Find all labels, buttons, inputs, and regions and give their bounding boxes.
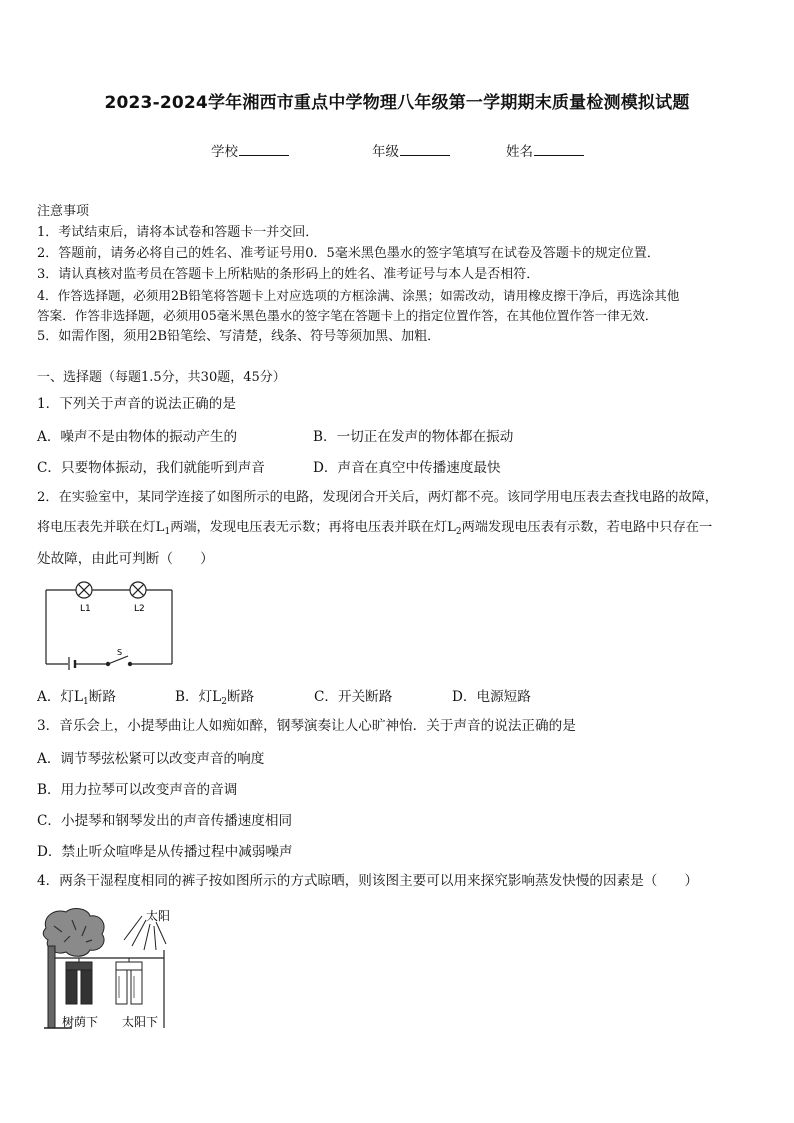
q2-option-b[interactable]: B．灯$L_2$断路 [175, 689, 255, 707]
school-field [211, 140, 289, 160]
question-2-stem-line1: 2．在实验室中，某同学连接了如图所示的电路，发现闭合开关后，两灯都不亮。该同学用电压表去查找电路的故障， [37, 490, 718, 505]
fig-label-l2: L2 [134, 604, 145, 614]
grade-field [372, 140, 450, 160]
notice-item: 4．作答选择题，必须用2B铅笔将答题卡上对应选项的方框涂满、涂黑；如需改动，请用橡皮擦干净后，再选涂其他 [37, 288, 680, 303]
notice-item: 2．答题前，请务必将自己的姓名、准考证号用0．5毫米黑色墨水的签字笔填写在试卷及答题卡的规定位置． [37, 246, 660, 261]
q2-option-a[interactable]: A．灯$L_1$断路 [37, 689, 116, 707]
notice-item: 5．如需作图，须用2B铅笔绘、写清楚，线条、符号等须加黑、加粗． [37, 329, 441, 344]
q3-option-b[interactable]: B．用力拉琴可以改变声音的音调 [37, 782, 238, 798]
q3-option-c[interactable]: C．小提琴和钢琴发出的声音传播速度相同 [37, 813, 293, 829]
notice-item: 1．考试结束后，请将本试卷和答题卡一并交回． [37, 225, 319, 240]
q1-option-c[interactable]: C．只要物体振动，我们就能听到声音 [37, 460, 265, 476]
question-4-stem: 4．两条干湿程度相同的裤子按如图所示的方式晾晒，则该图主要可以用来探究影响蒸发快慢的因素是（ ） [37, 873, 699, 889]
fig-label-sunlit: 太阳下 [122, 1015, 159, 1029]
drying-pants-figure [42, 906, 182, 1034]
q2-option-d[interactable]: D．电源短路 [452, 689, 531, 705]
notice-item: 3．请认真核对监考员在答题卡上所粘贴的条形码上的姓名、准考证号与本人是否相符． [37, 267, 540, 282]
q2-option-c[interactable]: C．开关断路 [314, 689, 393, 705]
q3-option-d[interactable]: D．禁止听众喧哗是从传播过程中减弱噪声 [37, 844, 293, 860]
exam-title: 2023-2024学年湘西市重点中学物理八年级第一学期期末质量检测模拟试题 [104, 93, 690, 113]
pants-sun-icon [116, 958, 142, 1004]
question-2-stem-line3: 处故障，由此可判断（ ） [37, 551, 214, 567]
notice-item: 答案．作答非选择题，必须用05毫米黑色墨水的签字笔在答题卡上的指定位置作答，在其他位置作答一律无效． [37, 308, 658, 323]
q1-option-b[interactable]: B．一切正在发声的物体都在振动 [313, 429, 514, 445]
notice-heading: 注意事项 [37, 204, 90, 219]
section-heading: 一、选择题（每题1.5分，共30题，45分） [37, 370, 286, 385]
pants-shade-icon [66, 958, 92, 1004]
grade-label: 年级 [372, 144, 399, 160]
lamp-l2-icon [130, 582, 146, 598]
name-field [506, 140, 584, 160]
switch-icon [106, 656, 131, 666]
fig-label-shade: 树荫下 [62, 1015, 99, 1029]
lamp-l1-icon [76, 582, 92, 598]
q1-option-d[interactable]: D．声音在真空中传播速度最快 [313, 460, 501, 476]
name-blank[interactable] [534, 143, 584, 156]
question-1-stem: 1．下列关于声音的说法正确的是 [37, 396, 236, 412]
q3-option-a[interactable]: A．调节琴弦松紧可以改变声音的响度 [37, 751, 265, 767]
circuit-diagram [42, 578, 180, 670]
name-label: 姓名 [506, 144, 533, 160]
grade-blank[interactable] [400, 143, 450, 156]
fig-label-s: S [117, 648, 123, 657]
fig-label-sun: 太阳 [146, 909, 171, 923]
question-2-stem-line2: 将电压表先并联在灯$L_1$两端，发现电压表无示数；再将电压表并联在灯$L_2$两端发现电压表有示数，若电路中只存在一 [37, 520, 713, 537]
q1-option-a[interactable]: A．噪声不是由物体的振动产生的 [37, 429, 238, 445]
school-blank[interactable] [239, 143, 289, 156]
battery-icon [69, 657, 75, 670]
fig-label-l1: L1 [80, 604, 91, 614]
school-label: 学校 [211, 144, 238, 160]
question-3-stem: 3．音乐会上，小提琴曲让人如痴如醉，钢琴演奏让人心旷神怡．关于声音的说法正确的是 [37, 718, 576, 734]
